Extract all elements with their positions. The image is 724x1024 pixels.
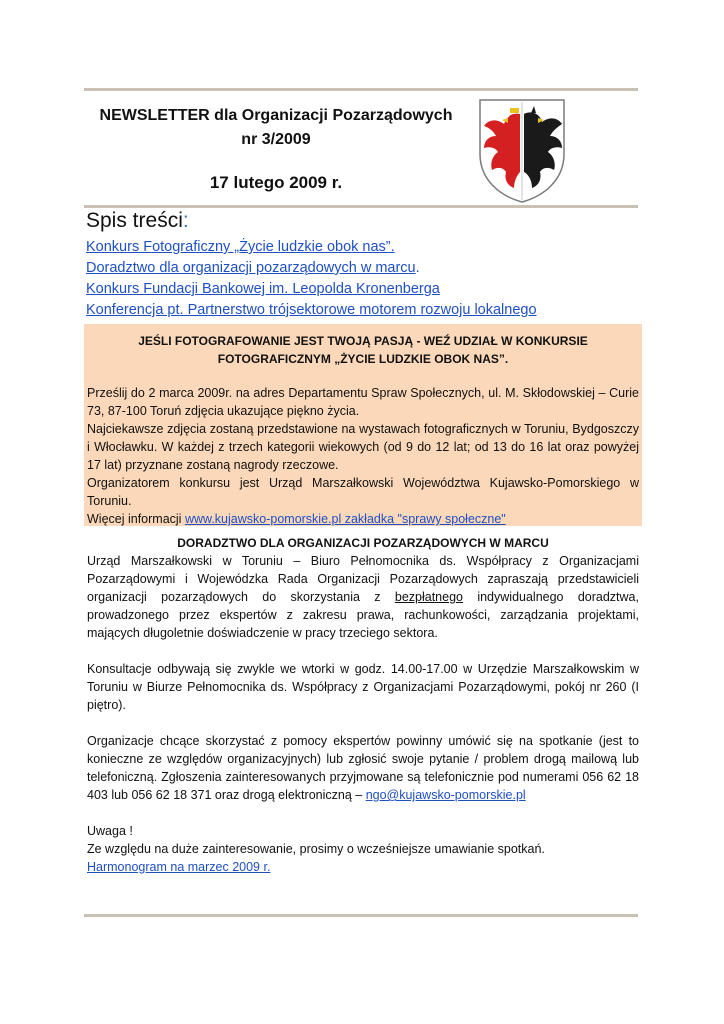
more-info-link[interactable]: www.kujawsko-pomorskie.pl zakładka "sprawy społeczne" — [184, 512, 506, 526]
advice-body — [87, 552, 639, 876]
more-info-label: Więcej informacji — [87, 512, 185, 526]
toc-item — [86, 258, 537, 279]
crest-icon — [476, 96, 568, 204]
advice-text: Organizacje chcące skorzystać z pomocy ekspertów powinny umówić się na spotkanie (jest to konieczne ze względów organizacyjnych) lub zgłosić swoje pytanie / problem drogą mailową lub telefoniczną. Zgłoszenia zainteresowanych przyjmowane są telefonicznie pod numerami 056 62 18 403 lub 056 62 18 371 oraz drogą elektroniczną – — [87, 734, 639, 802]
advice-text: Urząd Marszałkowski w Toruniu – Biuro Pełnomocnika ds. Współpracy z Organizacjami Pozarządowymi i Wojewódzka Rada Organizacji Pozarządowych zapraszają przedstawicieli organizacji pozarządowych do skorzystania z — [87, 554, 639, 604]
toc-link-photo-contest[interactable]: Konkurs Fotograficzny „Życie ludzkie obok nas”. — [86, 239, 395, 255]
issue-date: 17 lutego 2009 r. — [209, 173, 343, 192]
toc-link-kronenberg[interactable]: Konkurs Fundacji Bankowej im. Leopolda Kronenberga — [86, 281, 440, 297]
toc-item — [86, 300, 537, 321]
advice-paragraph — [87, 552, 639, 642]
contest-paragraph: Organizatorem konkursu jest Urząd Marszałkowski Województwa Kujawsko-Pomorskiego w Toruniu. — [87, 476, 639, 508]
advice-paragraph: Konsultacje odbywają się zwykle we wtorki w godz. 14.00-17.00 w Urzędzie Marszałkowskim w Toruniu w Biurze Pełnomocnika ds. Współpracy z Organizacjami Pozarządowymi, pokój nr 260 (I piętro). — [87, 662, 639, 712]
schedule-link[interactable]: Harmonogram na marzec 2009 r. — [87, 860, 271, 874]
contest-paragraph: Prześlij do 2 marca 2009r. na adres Departamentu Spraw Społecznych, ul. M. Skłodowskiej – Curie 73, 87-100 Toruń zdjęcia ukazujące piękno życia. — [87, 386, 639, 418]
toc-item-period: . — [415, 260, 420, 276]
top-divider — [84, 88, 638, 91]
advice-title: DORADZTWO DLA ORGANIZACJI POZARZĄDOWYCH W MARCU — [177, 536, 549, 550]
advice-paragraph — [87, 732, 639, 804]
toc-link-advice[interactable]: Doradztwo dla organizacji pozarządowych w marcu — [86, 260, 416, 276]
issue-number: nr 3/2009 — [241, 131, 311, 148]
bottom-divider — [84, 914, 638, 917]
contest-body — [87, 384, 639, 528]
toc-list — [86, 237, 537, 321]
note-text: Ze względu na duże zainteresowanie, prosimy o wcześniejsze umawianie spotkań. — [87, 842, 545, 856]
note-title: Uwaga ! — [87, 824, 133, 838]
free-emphasis: bezpłatnego — [394, 590, 463, 604]
header-divider — [84, 205, 638, 208]
schedule-paragraph — [87, 858, 639, 876]
toc-link-conference[interactable]: Konferencja pt. Partnerstwo trójsektorowe motorem rozwoju lokalnego — [86, 302, 537, 318]
email-link[interactable]: ngo@kujawsko-pomorskie.pl — [365, 788, 526, 802]
contest-more-info — [87, 510, 639, 528]
contest-title-line1: JEŚLI FOTOGRAFOWANIE JEST TWOJĄ PASJĄ - WEŹ UDZIAŁ W KONKURSIE — [138, 334, 588, 348]
contest-paragraph: Najciekawsze zdjęcia zostaną przedstawione na wystawach fotograficznych w Toruniu, Bydgoszczy i Włocławku. W każdej z trzech kategorii wiekowych (od 9 do 12 lat; od 13 do 16 lat oraz powyżej 17 lat) przyznane zostaną nagrody rzeczowe. — [87, 422, 639, 472]
toc-heading-text: Spis treści — [86, 209, 183, 232]
toc-item — [86, 279, 537, 300]
toc-heading — [86, 209, 189, 233]
advice-text: indywidualnego doradztwa, prowadzonego przez ekspertów z zakresu prawa, rachunkowości, zarządzania projektami, mających długoletnie doświadczenie w pracy trzeciego sektora. — [87, 590, 639, 640]
toc-item — [86, 237, 537, 258]
contest-title-line2: FOTOGRAFICZNYM „ŻYCIE LUDZKIE OBOK NAS”. — [217, 352, 509, 366]
contest-title — [84, 332, 642, 368]
toc-heading-colon: : — [182, 209, 189, 232]
newsletter-title: NEWSLETTER dla Organizacji Pozarządowych — [99, 107, 453, 124]
